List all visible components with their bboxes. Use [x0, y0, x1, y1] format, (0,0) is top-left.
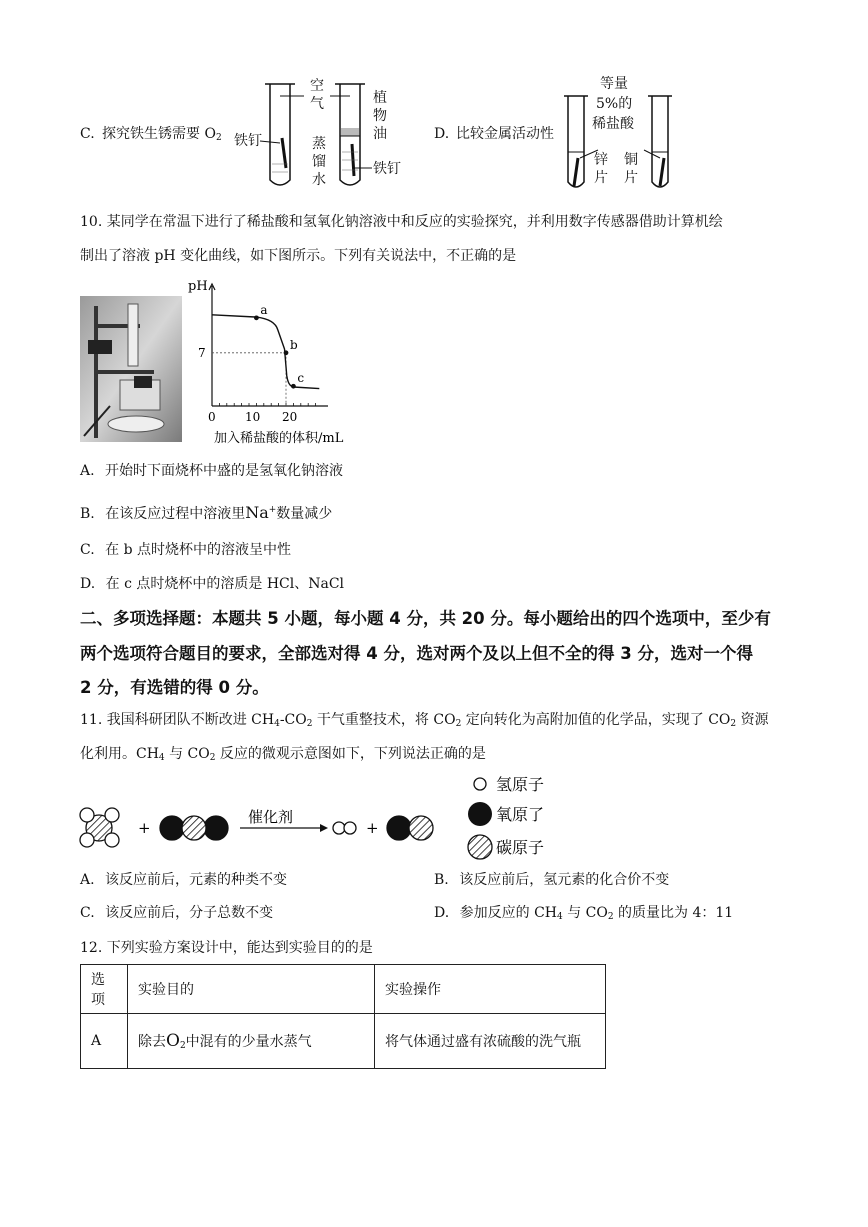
option-text: 开始时下面烧杯中盛的是氢氧化钠溶液 [105, 463, 344, 479]
data-label-b: b [290, 337, 298, 352]
veg-label-3: 油 [373, 126, 387, 142]
data-point-a [254, 315, 259, 320]
titration-apparatus-image [80, 296, 182, 442]
q10-option-a[interactable] [80, 461, 343, 481]
plus-sign: + [138, 819, 151, 837]
q11-option-b[interactable] [434, 870, 669, 890]
text: 11. 我国科研团队不断改进 CH [80, 712, 275, 728]
text: 反应的微观示意图如下，下列说法正确的是 [215, 746, 486, 762]
copper-label-1: 铜 [624, 152, 638, 168]
rust-experiment-figure [230, 78, 430, 196]
legend-carbon: 碳原子 [496, 838, 545, 857]
veg-label-1: 植 [373, 90, 387, 106]
table-cell: 将气体通过盛有浓硫酸的洗气瓶 [375, 1014, 606, 1069]
reaction-diagram [76, 770, 556, 862]
q10-option-c[interactable] [80, 540, 291, 560]
ph-curve-chart [186, 276, 366, 448]
option-label: B. [434, 872, 449, 888]
water-label-2: 馏 [312, 154, 326, 170]
oxygen-atom-icon [468, 802, 492, 826]
ion-charge: + [268, 505, 277, 515]
table-header-cell: 选项 [81, 965, 128, 1014]
option-text: 探究铁生锈需要 O [102, 126, 216, 142]
metal-activity-figure [560, 74, 680, 198]
option-label: C. [80, 126, 95, 142]
x-axis-label: 加入稀盐酸的体积/mL [214, 431, 344, 446]
table-cell: A [81, 1014, 128, 1069]
air-label-2: 气 [310, 96, 324, 112]
test-tube-copper [652, 96, 668, 187]
subscript: 2 [306, 719, 313, 729]
text: 的质量比为 4：11 [613, 905, 734, 921]
section-line-2: 两个选项符合题目的要求，全部选对得 4 分，选对两个及以上但不全的得 3 分，选对一个得 [80, 644, 753, 663]
text: -CO [279, 712, 307, 728]
subscript: 2 [215, 133, 222, 143]
catalyst-label: 催化剂 [248, 808, 294, 826]
text: 化利用。CH [80, 746, 159, 762]
option-text: 参加反应的 CH [459, 905, 558, 921]
text: 定向转化为高附加值的化学品，实现了 CO [461, 712, 731, 728]
option-text: 该反应前后，分子总数不变 [105, 905, 274, 921]
subscript: 4 [274, 719, 280, 729]
option-label: D. [434, 905, 450, 921]
air-label-1: 空 [310, 78, 324, 94]
nail-left-label: 铁钉 [234, 133, 262, 149]
option-text: 在该反应过程中溶液里 [105, 506, 246, 522]
x-tick-label: 10 [245, 410, 261, 424]
q11-option-c[interactable] [80, 903, 273, 923]
q10-line2: 制出了溶液 pH 变化曲线，如下图所示。下列有关说法中，不正确的是 [80, 248, 517, 264]
text: 资源 [736, 712, 769, 728]
eq-label-2: 5%的 [596, 96, 633, 112]
text: 中混有的少量水蒸气 [185, 1034, 312, 1050]
option-text: 该反应前后，元素的种类不变 [105, 872, 288, 888]
q11-option-a[interactable] [80, 870, 287, 890]
text: 与 CO [562, 905, 608, 921]
option-label: C. [80, 542, 95, 558]
option-label: B. [80, 506, 95, 522]
x-tick-label: 0 [208, 410, 216, 424]
legend-oxygen: 氧原了 [496, 805, 545, 824]
oil-layer [341, 128, 359, 136]
eq-label-3: 稀盐酸 [592, 116, 634, 132]
option-text: 该反应前后，氢元素的化合价不变 [459, 872, 670, 888]
carbon-atom-icon [468, 835, 492, 859]
q12-table [80, 964, 606, 1069]
option-label: D. [80, 576, 96, 592]
eq-label-1: 等量 [600, 76, 628, 92]
q11-line1 [80, 710, 769, 734]
water-label-1: 蒸 [312, 136, 326, 152]
text: 除去 [138, 1034, 166, 1050]
subscript: 2 [730, 719, 737, 729]
data-point-b [284, 350, 289, 355]
subscript: 4 [557, 912, 563, 922]
ion-symbol: Na [245, 503, 269, 522]
copper-strip [660, 158, 664, 186]
option-text-after: 数量减少 [276, 506, 333, 522]
hydrogen-molecule [333, 822, 356, 834]
table-header-row [81, 965, 606, 1014]
option-label: A. [80, 872, 95, 888]
data-label-c: c [297, 371, 305, 386]
text: 干气重整技术，将 CO [312, 712, 456, 728]
y-tick-label: 7 [198, 345, 206, 360]
subscript: 4 [158, 753, 165, 763]
option-label: C. [80, 905, 95, 921]
subscript: 2 [607, 912, 614, 922]
test-tube-left [265, 84, 295, 185]
plus-sign-2: + [366, 819, 379, 837]
table-cell [128, 1014, 375, 1069]
zinc-label-2: 片 [594, 170, 608, 186]
option-label: D. [434, 126, 450, 142]
subscript: 2 [179, 1041, 186, 1051]
q12-stem: 12. 下列实验方案设计中，能达到实验目的的是 [80, 940, 373, 956]
q10-line1: 10. 某同学在常温下进行了稀盐酸和氢氧化钠溶液中和反应的实验探究，并利用数字传感器借助计算机绘 [80, 214, 723, 230]
text: 与 CO [164, 746, 210, 762]
y-axis-label: pH [188, 279, 208, 294]
q11-option-d[interactable] [434, 903, 733, 927]
zinc-strip [574, 158, 578, 186]
option-label: A. [80, 463, 95, 479]
zinc-label-1: 锌 [594, 152, 608, 168]
co-molecule [387, 816, 433, 840]
data-label-a: a [260, 302, 268, 317]
q10-option-d[interactable] [80, 574, 344, 594]
option-text: 比较金属活动性 [456, 126, 554, 142]
copper-label-2: 片 [624, 170, 638, 186]
q11-line2 [80, 744, 486, 768]
table-row [81, 1014, 606, 1069]
x-tick-label: 20 [282, 410, 298, 424]
water-label-3: 水 [312, 172, 326, 188]
veg-label-2: 物 [373, 108, 387, 124]
table-header-cell: 实验操作 [375, 965, 606, 1014]
subscript: 2 [209, 753, 216, 763]
formula: O [166, 1031, 180, 1051]
hydrogen-atom-icon [474, 778, 486, 790]
section-line-1: 二、多项选择题：本题共 5 小题，每小题 4 分，共 20 分。每小题给出的四个选项中，至少有 [80, 609, 771, 628]
table-header-cell: 实验目的 [128, 965, 375, 1014]
nail-left [282, 138, 286, 168]
subscript: 2 [455, 719, 462, 729]
atom-legend [468, 775, 544, 859]
co2-molecule [160, 816, 228, 840]
q10-option-b[interactable] [80, 500, 332, 524]
methane-molecule [80, 808, 119, 847]
section-line-3: 2 分，有选错的得 0 分。 [80, 678, 269, 697]
data-point-c [291, 384, 296, 389]
option-text: 在 b 点时烧杯中的溶液呈中性 [105, 542, 291, 558]
option-text: 在 c 点时烧杯中的溶质是 HCl、NaCl [105, 576, 345, 592]
nail-right-label: 铁钉 [373, 161, 401, 177]
legend-hydrogen: 氢原子 [496, 775, 545, 794]
